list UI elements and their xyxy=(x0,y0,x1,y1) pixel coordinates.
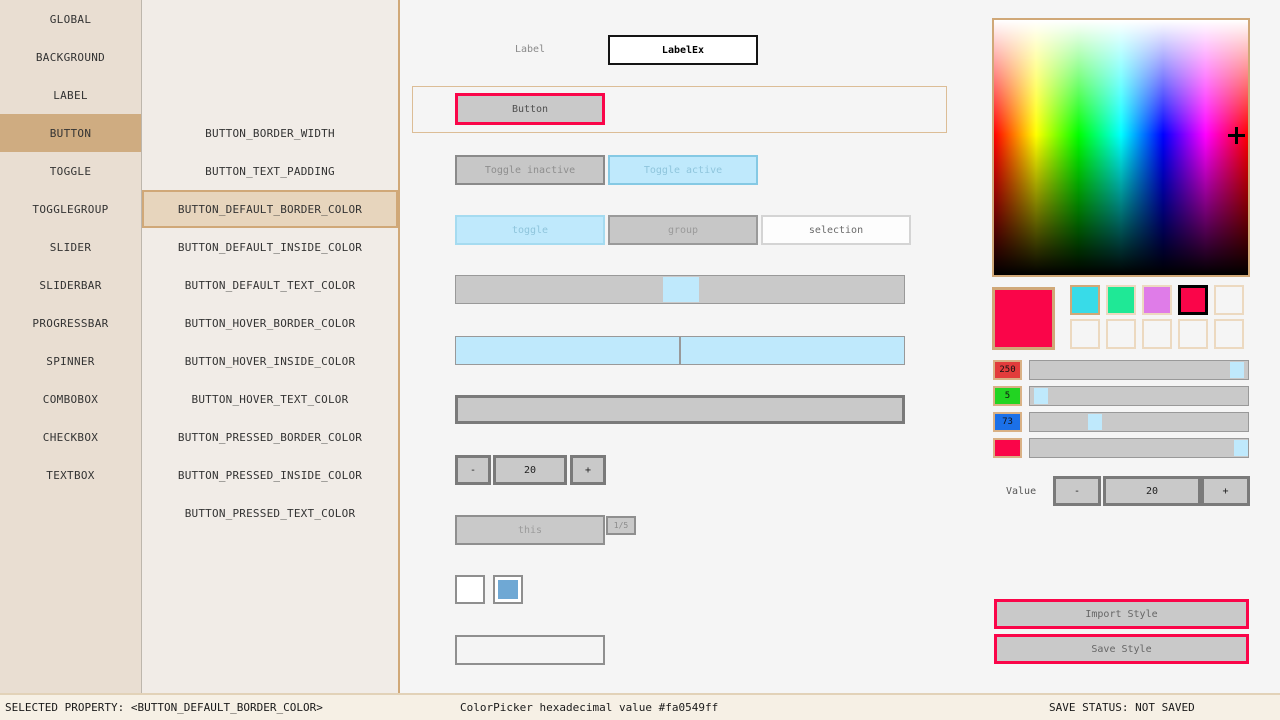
sidebar-item-global[interactable]: GLOBAL xyxy=(49,12,92,26)
sidebar-item-textbox[interactable]: TEXTBOX xyxy=(46,468,95,482)
save-status: SAVE STATUS: NOT SAVED xyxy=(1049,701,1195,714)
checkbox-checkmark xyxy=(498,580,518,599)
channel-row-blue xyxy=(993,412,1249,432)
progressbar-preview xyxy=(455,395,905,424)
color-gradient-picker[interactable] xyxy=(992,18,1250,277)
channel-slider-handle-blue[interactable] xyxy=(1088,414,1102,430)
channel-value-box-red: 250 xyxy=(993,360,1022,380)
channel-value-box-alpha xyxy=(993,438,1022,458)
channel-row-red xyxy=(993,360,1249,380)
property-item-button_default_text_color[interactable]: BUTTON_DEFAULT_TEXT_COLOR xyxy=(184,278,356,292)
combobox-preview[interactable]: this xyxy=(455,515,605,545)
hex-value-status: ColorPicker hexadecimal value #fa0549ff xyxy=(460,701,719,714)
spinner-plus-button[interactable]: + xyxy=(570,455,606,485)
property-item-button_hover_border_color[interactable]: BUTTON_HOVER_BORDER_COLOR xyxy=(184,316,356,330)
status-bar xyxy=(0,693,1280,720)
channel-slider-handle-green[interactable] xyxy=(1034,388,1048,404)
combobox-index-badge: 1/5 xyxy=(606,516,636,535)
save-style-button[interactable]: Save Style xyxy=(994,634,1249,664)
swatch-cell-empty[interactable] xyxy=(1214,319,1244,349)
channel-slider-handle-red[interactable] xyxy=(1230,362,1244,378)
property-item-button_text_padding[interactable]: BUTTON_TEXT_PADDING xyxy=(205,164,335,178)
spinner-minus-button[interactable]: - xyxy=(455,455,491,485)
value-label: Value xyxy=(1006,486,1037,497)
property-item-button_pressed_border_color[interactable]: BUTTON_PRESSED_BORDER_COLOR xyxy=(177,430,363,444)
checkbox-unchecked-preview[interactable] xyxy=(455,575,485,604)
property-item-button_default_inside_color[interactable]: BUTTON_DEFAULT_INSIDE_COLOR xyxy=(177,240,363,254)
channel-slider-alpha[interactable] xyxy=(1029,438,1249,458)
property-item-button_pressed_text_color[interactable]: BUTTON_PRESSED_TEXT_COLOR xyxy=(184,506,356,520)
swatch-cell[interactable] xyxy=(1142,285,1172,315)
value-plus-button[interactable]: + xyxy=(1201,476,1250,506)
value-minus-button[interactable]: - xyxy=(1053,476,1101,506)
labelex-preview: LabelEx xyxy=(608,35,758,65)
hue-gradient[interactable] xyxy=(994,20,1248,275)
channel-slider-red[interactable] xyxy=(1029,360,1249,380)
sidebar-item-toggle[interactable]: TOGGLE xyxy=(49,164,92,178)
import-style-button[interactable]: Import Style xyxy=(994,599,1249,629)
togglegroup-selection-preview[interactable]: selection xyxy=(761,215,911,245)
spinner-value-field[interactable]: 20 xyxy=(493,455,567,485)
sidebar-item-checkbox[interactable]: CHECKBOX xyxy=(42,430,99,444)
sidebar-item-spinner[interactable]: SPINNER xyxy=(46,354,95,368)
swatch-cell[interactable] xyxy=(1106,285,1136,315)
channel-row-green xyxy=(993,386,1249,406)
saved-swatch-grid xyxy=(1070,285,1244,349)
sidebar-item-label[interactable]: LABEL xyxy=(53,88,88,102)
current-color-swatch xyxy=(992,287,1055,350)
sidebar-item-button[interactable]: BUTTON xyxy=(0,114,141,152)
label-preview: Label xyxy=(514,44,546,55)
rgba-channel-sliders xyxy=(993,360,1249,464)
swatch-cell-empty[interactable] xyxy=(1214,285,1244,315)
sidebar-item-sliderbar[interactable]: SLIDERBAR xyxy=(39,278,102,292)
button-preview[interactable]: Button xyxy=(455,93,605,125)
togglegroup-toggle-preview[interactable]: toggle xyxy=(455,215,605,245)
swatch-cell-empty[interactable] xyxy=(1106,319,1136,349)
toggle-active-preview[interactable]: Toggle active xyxy=(608,155,758,185)
crosshair-icon[interactable] xyxy=(1228,127,1245,144)
preview-area xyxy=(400,0,960,693)
togglegroup-group-preview[interactable]: group xyxy=(608,215,758,245)
channel-value-box-green: 5 xyxy=(993,386,1022,406)
swatch-cell-empty[interactable] xyxy=(1070,319,1100,349)
category-sidebar xyxy=(0,0,141,693)
channel-value-box-blue: 73 xyxy=(993,412,1022,432)
swatch-cell-empty[interactable] xyxy=(1142,319,1172,349)
property-item-button_border_width[interactable]: BUTTON_BORDER_WIDTH xyxy=(205,126,335,140)
channel-slider-green[interactable] xyxy=(1029,386,1249,406)
sidebar-item-progressbar[interactable]: PROGRESSBAR xyxy=(32,316,109,330)
swatch-cell[interactable] xyxy=(1178,285,1208,315)
value-field[interactable]: 20 xyxy=(1103,476,1201,506)
selected-property-status: SELECTED PROPERTY: <BUTTON_DEFAULT_BORDER_COLOR> xyxy=(5,701,323,714)
swatch-cell-empty[interactable] xyxy=(1178,319,1208,349)
sliderbar-divider xyxy=(679,337,681,364)
property-item-button_pressed_inside_color[interactable]: BUTTON_PRESSED_INSIDE_COLOR xyxy=(177,468,363,482)
slider-preview[interactable] xyxy=(455,275,905,304)
sidebar-item-combobox[interactable]: COMBOBOX xyxy=(42,392,99,406)
sliderbar-preview[interactable] xyxy=(455,336,905,365)
slider-handle[interactable] xyxy=(663,277,699,302)
channel-slider-blue[interactable] xyxy=(1029,412,1249,432)
channel-slider-handle-alpha[interactable] xyxy=(1234,440,1248,456)
toggle-inactive-preview[interactable]: Toggle inactive xyxy=(455,155,605,185)
property-item-button_default_border_color[interactable]: BUTTON_DEFAULT_BORDER_COLOR xyxy=(142,190,398,228)
sidebar-item-slider[interactable]: SLIDER xyxy=(49,240,92,254)
sidebar-item-background[interactable]: BACKGROUND xyxy=(35,50,106,64)
color-panel xyxy=(960,0,1280,693)
property-item-button_hover_inside_color[interactable]: BUTTON_HOVER_INSIDE_COLOR xyxy=(184,354,356,368)
property-list xyxy=(141,0,400,693)
property-item-button_hover_text_color[interactable]: BUTTON_HOVER_TEXT_COLOR xyxy=(191,392,349,406)
swatch-cell[interactable] xyxy=(1070,285,1100,315)
channel-row-alpha xyxy=(993,438,1249,458)
checkbox-checked-preview[interactable] xyxy=(493,575,523,604)
sidebar-item-togglegroup[interactable]: TOGGLEGROUP xyxy=(32,202,109,216)
textbox-preview[interactable] xyxy=(455,635,605,665)
